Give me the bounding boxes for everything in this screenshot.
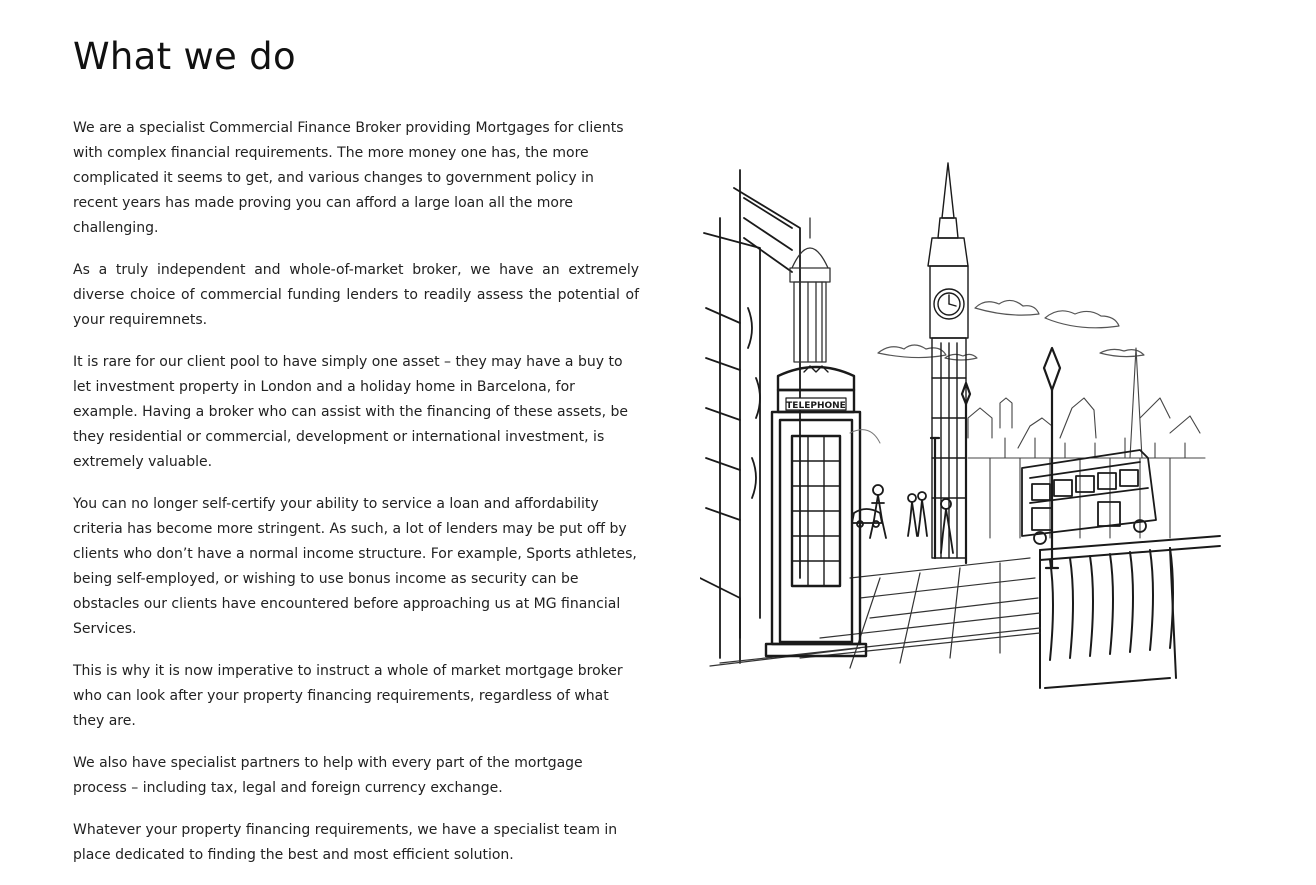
page-title: What we do: [73, 35, 296, 78]
client-assets-paragraph: It is rare for our client pool to have simply one asset – they may have a buy to let investment property in London and a holiday home in Barcelona, for example. Having a broker who can assist with the financing of these assets, be they residential or commercial, development or international investment, is extremely valuable.: [73, 354, 628, 470]
telephone-sign: TELEPHONE: [786, 401, 846, 411]
imperative-paragraph: This is why it is now imperative to instruct a whole of market mortgage broker who can look after your property financing requirements, regardless of what they are.: [73, 663, 623, 729]
london-street-illustration: [700, 158, 1228, 703]
double-decker-bus: [1022, 450, 1156, 544]
bridge-railing: [1040, 536, 1220, 688]
clouds: [878, 300, 1144, 360]
affordability-paragraph: You can no longer self-certify your ability to service a loan and affordability criteria has become more stringent. As such, a lot of lenders may be put off by clients who don’t have a normal income structure. For example, Sports athletes, being self-employed, or wishing to use bonus income as security can be obstacles our clients have encountered before approaching us at MG financial Services.: [73, 496, 637, 637]
dome-tower: [790, 218, 830, 362]
pedestrians: [852, 485, 953, 553]
independence-paragraph: As a truly independent and whole-of-market broker, we have an extremely diverse choice of commercial funding lenders to readily assess the potential of your requiremnets.: [73, 262, 639, 328]
body-text: [73, 116, 639, 868]
main-content: [73, 0, 639, 885]
closing-paragraph: Whatever your property financing requirements, we have a specialist team in place dedicated to finding the best and most efficient solution.: [73, 822, 618, 863]
telephone-box: [766, 366, 880, 656]
left-buildings: [700, 170, 800, 663]
intro-paragraph: We are a specialist Commercial Finance Broker providing Mortgages for clients with complex financial requirements. The more money one has, the more complicated it seems to get, and various changes to government policy in recent years has made proving you can afford a large loan all the more challenging.: [73, 120, 624, 236]
parliament-building: [968, 348, 1205, 538]
partners-paragraph: We also have specialist partners to help with every part of the mortgage process – including tax, legal and foreign currency exchange.: [73, 755, 583, 796]
